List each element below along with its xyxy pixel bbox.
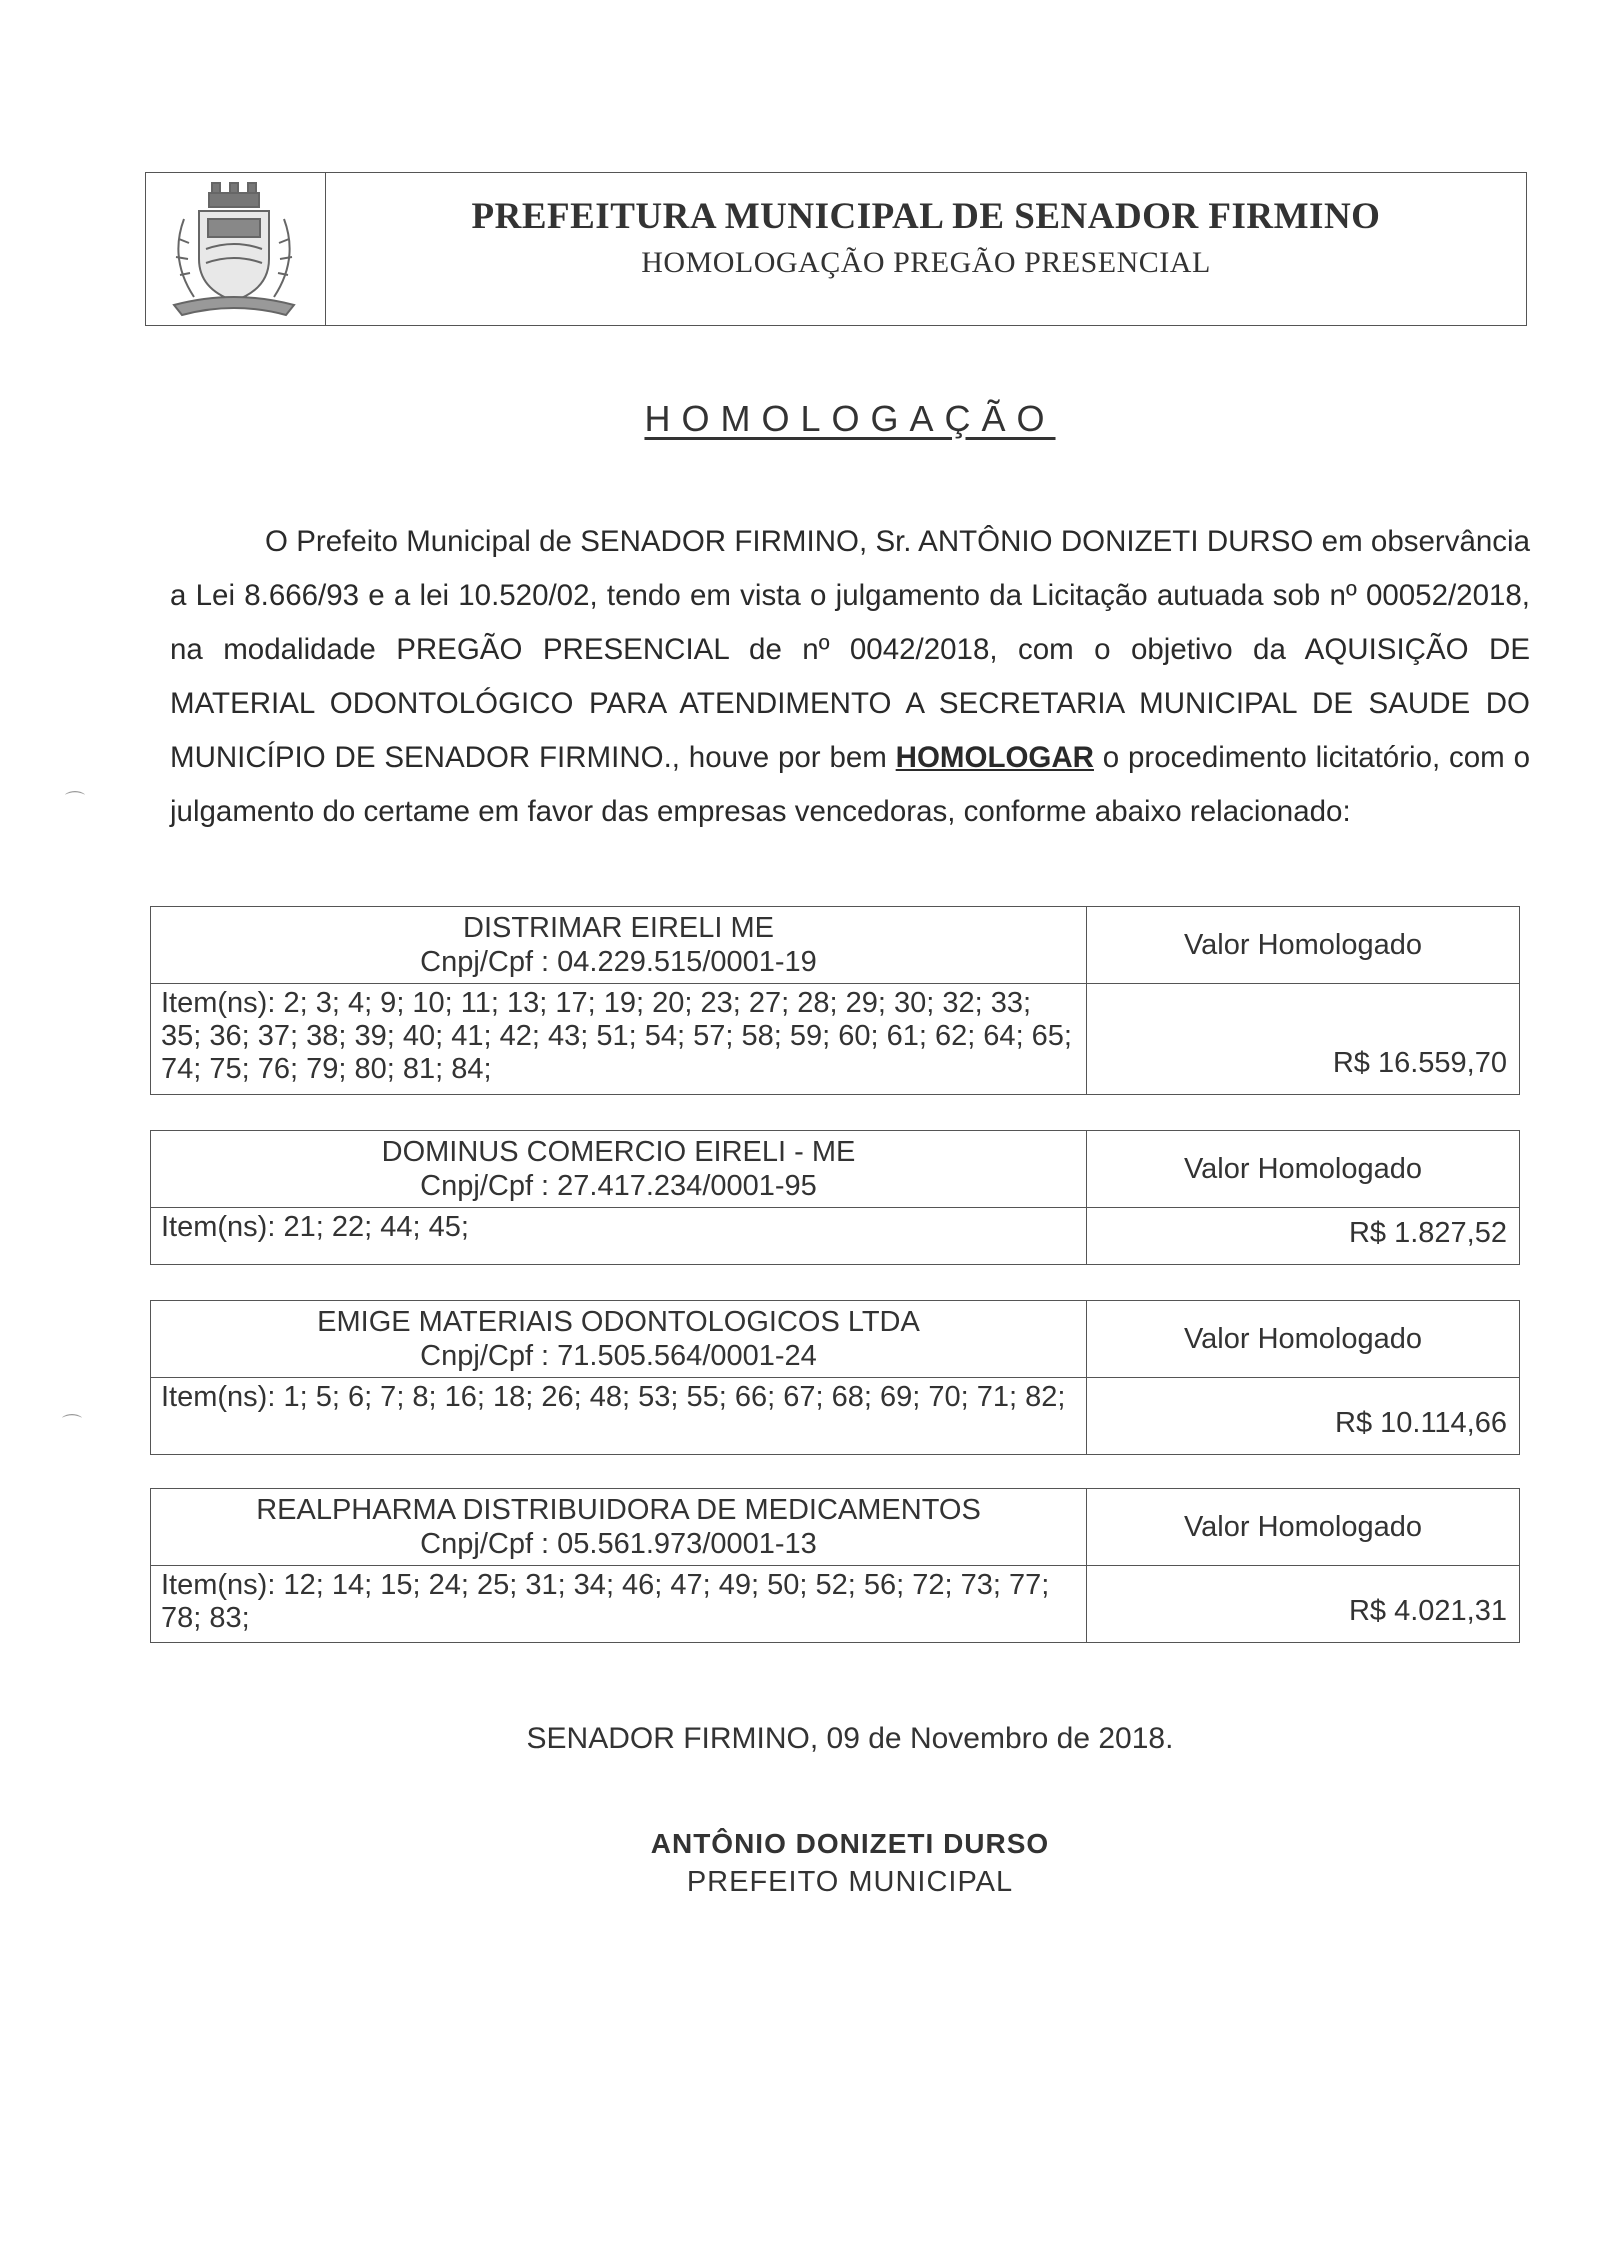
vendor-items: Item(ns): 1; 5; 6; 7; 8; 16; 18; 26; 48; 53; 55; 66; 67; 68; 69; 70; 71; 82;	[151, 1378, 1087, 1455]
coat-of-arms-icon	[154, 179, 314, 319]
vendor-cnpj: Cnpj/Cpf : 04.229.515/0001-19	[420, 946, 817, 978]
vendor-items: Item(ns): 12; 14; 15; 24; 25; 31; 34; 46; 47; 49; 50; 52; 56; 72; 73; 77; 78; 83;	[151, 1566, 1087, 1643]
valor-label: Valor Homologado	[1087, 1301, 1520, 1378]
vendor-cnpj: Cnpj/Cpf : 27.417.234/0001-95	[420, 1170, 817, 1202]
scan-mark: ⌒	[65, 791, 85, 813]
vendor-name-cell	[151, 1131, 1087, 1208]
body-text-before: O Prefeito Municipal de SENADOR FIRMINO, Sr. ANTÔNIO DONIZETI DURSO em observância a Lei 8.666/93 e a lei 10.520/02, tendo em vista o julgamento da Licitação autuada sob nº 00052/2018, na modalidade PREGÃO PRESENCIAL de nº 0042/2018, com o objetivo da AQUISIÇÃO DE MATERIAL ODONTOLÓGICO PARA ATENDIMENTO A SECRETARIA MUNICIPAL DE SAUDE DO MUNICÍPIO DE SENADOR FIRMINO., houve por bem	[170, 525, 1530, 774]
valor-label: Valor Homologado	[1087, 907, 1520, 984]
vendor-name-cell	[151, 907, 1087, 984]
body-paragraph	[170, 515, 1530, 839]
document-heading: HOMOLOGAÇÃO	[644, 398, 1056, 439]
scan-mark: ⌒	[62, 1414, 82, 1436]
vendor-valor: R$ 4.021,31	[1087, 1566, 1520, 1643]
vendor-valor: R$ 10.114,66	[1087, 1378, 1520, 1455]
vendor-cnpj: Cnpj/Cpf : 71.505.564/0001-24	[420, 1340, 817, 1372]
vendor-table	[150, 1130, 1520, 1265]
document-header	[145, 172, 1527, 326]
document-type-subtitle: HOMOLOGAÇÃO PREGÃO PRESENCIAL	[641, 246, 1211, 279]
vendor-name: EMIGE MATERIAIS ODONTOLOGICOS LTDA	[317, 1306, 920, 1338]
vendor-name: DISTRIMAR EIRELI ME	[463, 912, 774, 944]
vendor-name-cell	[151, 1301, 1087, 1378]
vendor-cnpj: Cnpj/Cpf : 05.561.973/0001-13	[420, 1528, 817, 1560]
vendor-table	[150, 906, 1520, 1095]
vendor-valor: R$ 16.559,70	[1087, 984, 1520, 1095]
body-text-after: o procedimento licitatório, com o julgamento do certame em favor das empresas vencedoras, conforme abaixo relacionado:	[170, 741, 1530, 828]
municipality-title: PREFEITURA MUNICIPAL DE SENADOR FIRMINO	[471, 196, 1381, 237]
header-text	[326, 195, 1526, 280]
signatory-name: ANTÔNIO DONIZETI DURSO	[650, 1828, 1050, 1859]
vendor-table	[150, 1488, 1520, 1643]
vendor-table	[150, 1300, 1520, 1455]
valor-label: Valor Homologado	[1087, 1131, 1520, 1208]
valor-label: Valor Homologado	[1087, 1489, 1520, 1566]
vendor-valor: R$ 1.827,52	[1087, 1208, 1520, 1265]
place-date: SENADOR FIRMINO, 09 de Novembro de 2018.	[526, 1722, 1174, 1755]
vendor-items: Item(ns): 21; 22; 44; 45;	[151, 1208, 1087, 1265]
vendor-name-cell	[151, 1489, 1087, 1566]
crest-cell	[146, 173, 326, 325]
vendor-name: DOMINUS COMERCIO EIRELI - ME	[381, 1136, 856, 1168]
signatory-role: PREFEITO MUNICIPAL	[686, 1866, 1014, 1898]
vendor-name: REALPHARMA DISTRIBUIDORA DE MEDICAMENTOS	[256, 1494, 981, 1526]
vendor-items: Item(ns): 2; 3; 4; 9; 10; 11; 13; 17; 19; 20; 23; 27; 28; 29; 30; 32; 33; 35; 36; 37; 38; 39; 40; 41; 42; 43; 51; 54; 57; 58; 59; 60; 61; 62; 64; 65; 74; 75; 76; 79; 80; 81; 84;	[151, 984, 1087, 1095]
body-emphasis: HOMOLOGAR	[895, 741, 1094, 774]
